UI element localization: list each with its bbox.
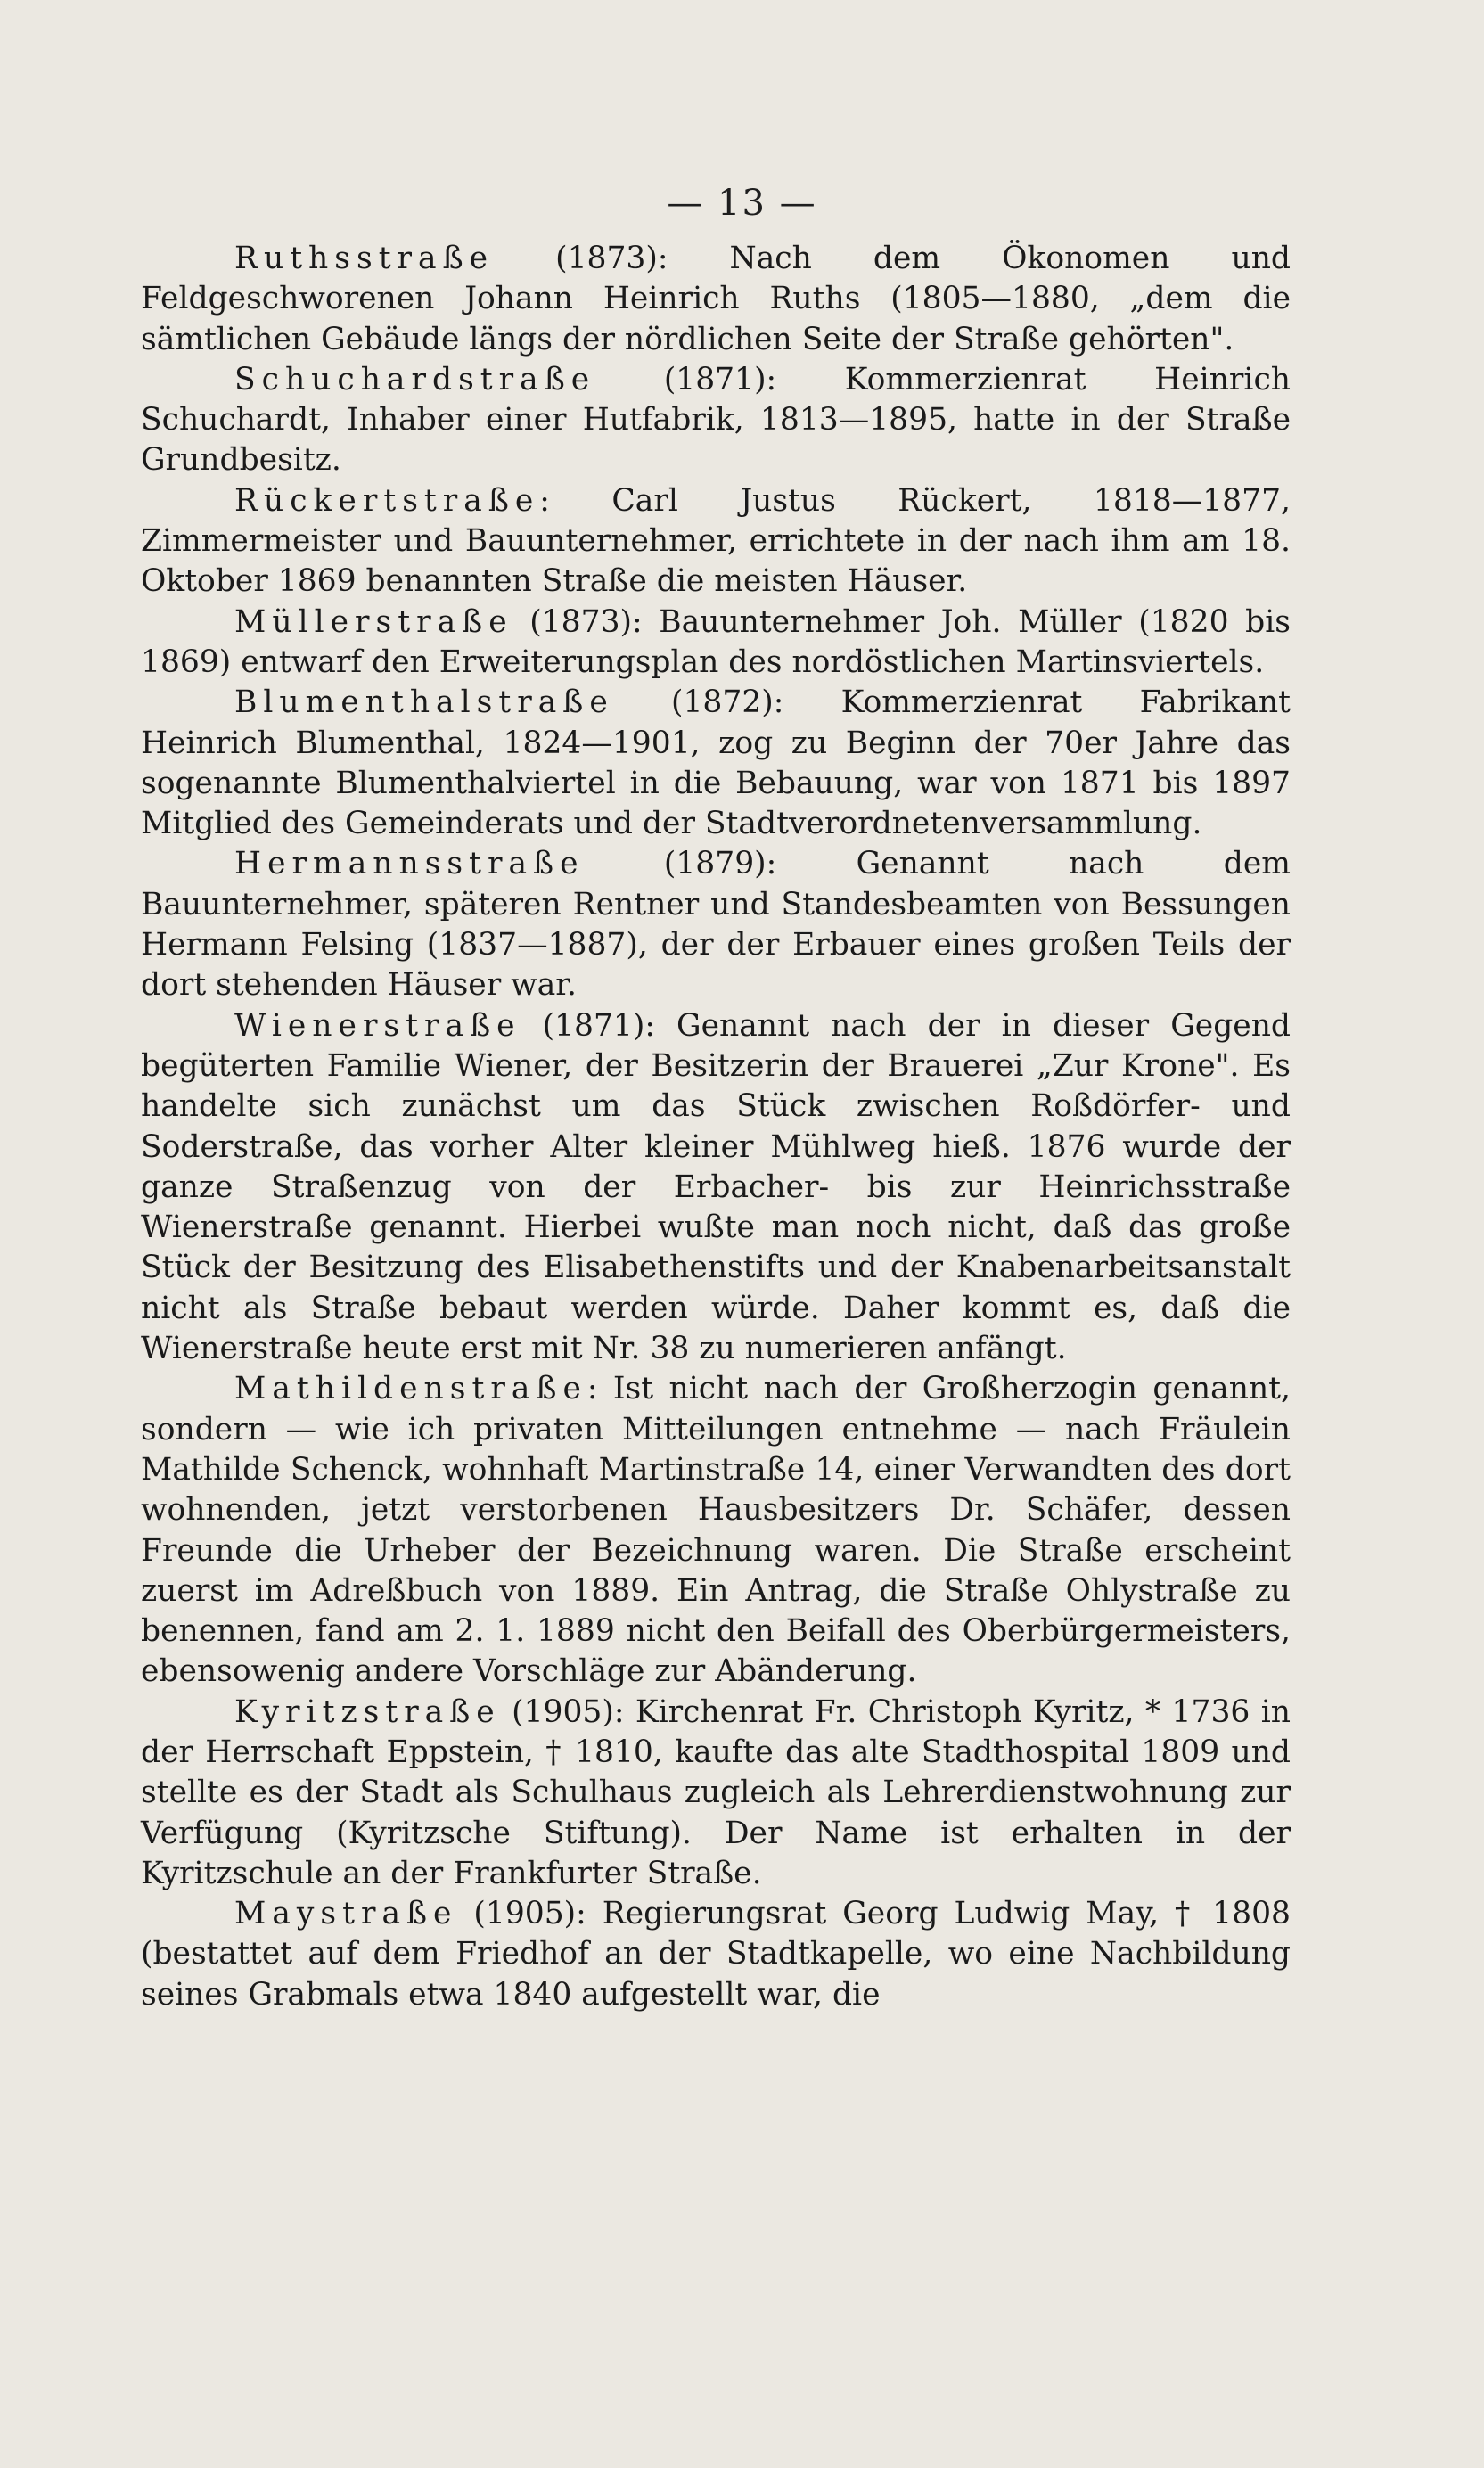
entry-text: : Carl Justus Rückert, 1818—1877, Zimmermeister und Bauunternehmer, errichtete in der nach ihm am 18. Oktober 1869 benannten Straße die meisten Häuser. (141, 482, 1291, 600)
entry-text: (1879): Genannt nach dem Bauunternehmer, späteren Rentner und Standesbeamten von Bessungen Hermann Felsing (1837—1887), der der Erbauer eines großen Teils der dort stehenden Häuser war. (141, 846, 1291, 1004)
entry-heading: Ruthsstraße (234, 241, 495, 276)
page-number: — 13 — (667, 183, 817, 224)
entry-mathildenstrasse (141, 1369, 1291, 1692)
entry-text: (1905): Kirchenrat Fr. Christoph Kyritz, * 1736 in der Herrschaft Eppstein, † 1810, kaufte das alte Stadthospital 1809 und stellte es der Stadt als Schulhaus zugleich als Lehrerdienstwohnung zur Verfügung (Kyritzsche Stiftung). Der Name ist erhalten in der Kyritzschule an der Frankfurter Straße. (141, 1693, 1291, 1891)
entry-heading: Kyritzstraße (234, 1693, 501, 1730)
entry-ruthsstrasse (141, 239, 1291, 360)
entry-blumenthalstrasse (141, 683, 1291, 844)
entry-heading: Blumenthalstraße (234, 685, 614, 721)
entry-hermannsstrasse (141, 844, 1291, 1005)
entry-text: : Ist nicht nach der Großherzogin genannt, sondern — wie ich privaten Mitteilungen entnehme — nach Fräulein Mathilde Schenck, wohnhaft Martinstraße 14, einer Verwandten des dort wohnenden, jetzt verstorbenen Hausbesitzers Dr. Schäfer, dessen Freunde die Urheber der Bezeichnung waren. Die Straße erscheint zuerst im Adreßbuch von 1889. Ein Antrag, die Straße Ohlystraße zu benennen, fand am 2. 1. 1889 nicht den Beifall des Oberbürgermeisters, ebensowenig andere Vorschläge zur Abänderung. (141, 1371, 1291, 1690)
entry-rueckertstrasse (141, 481, 1291, 603)
entry-heading: Rückertstraße (234, 482, 540, 519)
entry-heading: Schuchardstraße (234, 361, 596, 398)
entry-text: (1871): Genannt nach der in dieser Gegend begüterten Familie Wiener, der Besitzerin der Brauerei „Zur Krone". Es handelte sich zunächst um das Stück zwischen Roßdörfer- und Soderstraße, das vorher Alter kleiner Mühlweg hieß. 1876 wurde der ganze Straßenzug von der Erbacher- bis zur Heinrichsstraße Wienerstraße genannt. Hierbei wußte man noch nicht, daß das große Stück der Besitzung des Elisabethenstifts und der Knabenarbeitsanstalt nicht als Straße bebaut werden würde. Daher kommt es, daß die Wienerstraße heute erst mit Nr. 38 zu numerieren anfängt. (141, 1007, 1291, 1367)
entry-heading: Hermannsstraße (234, 846, 585, 882)
entry-schuchardstrasse (141, 360, 1291, 481)
entry-heading: Wienerstraße (234, 1007, 521, 1044)
entry-kyritzstrasse (141, 1693, 1291, 1894)
entry-muellerstrasse (141, 603, 1291, 684)
entry-text: (1871): Kommerzienrat Heinrich Schuchardt, Inhaber einer Hutfabrik, 1813—1895, hatte in der Straße Grundbesitz. (141, 361, 1291, 479)
entry-text: (1873): Nach dem Ökonomen und Feldgeschworenen Johann Heinrich Ruths (1805—1880, „dem die sämtlichen Gebäude längs der nördlichen Seite der Straße gehörten". (141, 241, 1291, 357)
entry-maystrasse (141, 1894, 1291, 2015)
entry-heading: Müllerstraße (234, 603, 513, 640)
entry-wienerstrasse (141, 1006, 1291, 1370)
street-names-text (141, 239, 1291, 2015)
entry-text: (1872): Kommerzienrat Fabrikant Heinrich Blumenthal, 1824—1901, zog zu Beginn der 70er Jahre das sogenannte Blumenthalviertel in die Bebauung, war von 1871 bis 1897 Mitglied des Gemeinderats und der Stadtverordnetenversammlung. (141, 685, 1291, 842)
entry-heading: Maystraße (234, 1896, 458, 1932)
entry-heading: Mathildenstraße (234, 1371, 587, 1407)
entry-text: (1905): Regierungsrat Georg Ludwig May, † 1808 (bestattet auf dem Friedhof an der Stadtkapelle, wo eine Nachbildung seines Grabmals etwa 1840 aufgestellt war, die (141, 1896, 1291, 2013)
entry-text: (1873): Bauunternehmer Joh. Müller (1820 bis 1869) entwarf den Erweiterungsplan des nordöstlichen Martinsviertels. (141, 603, 1291, 680)
